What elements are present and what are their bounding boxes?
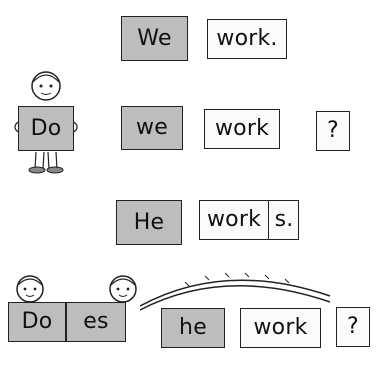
- word-card-text: He: [133, 209, 165, 235]
- word-card-text: ?: [347, 314, 359, 339]
- question-mark-card: [316, 111, 350, 151]
- word-card-we: [121, 16, 188, 61]
- word-card-works: [199, 200, 299, 240]
- word-card-text: work: [206, 207, 262, 232]
- word-card-do-split: [8, 302, 66, 342]
- word-card-text: he: [179, 315, 207, 340]
- word-card-text: We: [137, 25, 172, 51]
- word-card-text: Do: [21, 309, 53, 334]
- word-card-text: Do: [30, 115, 62, 141]
- word-card-work-bottom: [240, 308, 321, 348]
- word-card-text: work.: [216, 26, 278, 51]
- word-card-text: es: [83, 309, 109, 334]
- word-card-he: [116, 200, 182, 245]
- word-card-work-period: [207, 19, 287, 59]
- word-card-we-lower: [121, 106, 183, 150]
- word-card-he-lower: [161, 308, 225, 348]
- word-card-suffix-text: s.: [274, 207, 294, 232]
- question-mark-card-bottom: [336, 307, 370, 347]
- word-card-text: work: [214, 116, 270, 141]
- word-card-work: [204, 109, 280, 149]
- word-card-es-split: [66, 302, 126, 342]
- word-card-text: we: [136, 115, 168, 140]
- word-card-text: ?: [327, 118, 339, 143]
- word-card-text: work: [253, 315, 308, 340]
- word-card-do: [18, 106, 74, 151]
